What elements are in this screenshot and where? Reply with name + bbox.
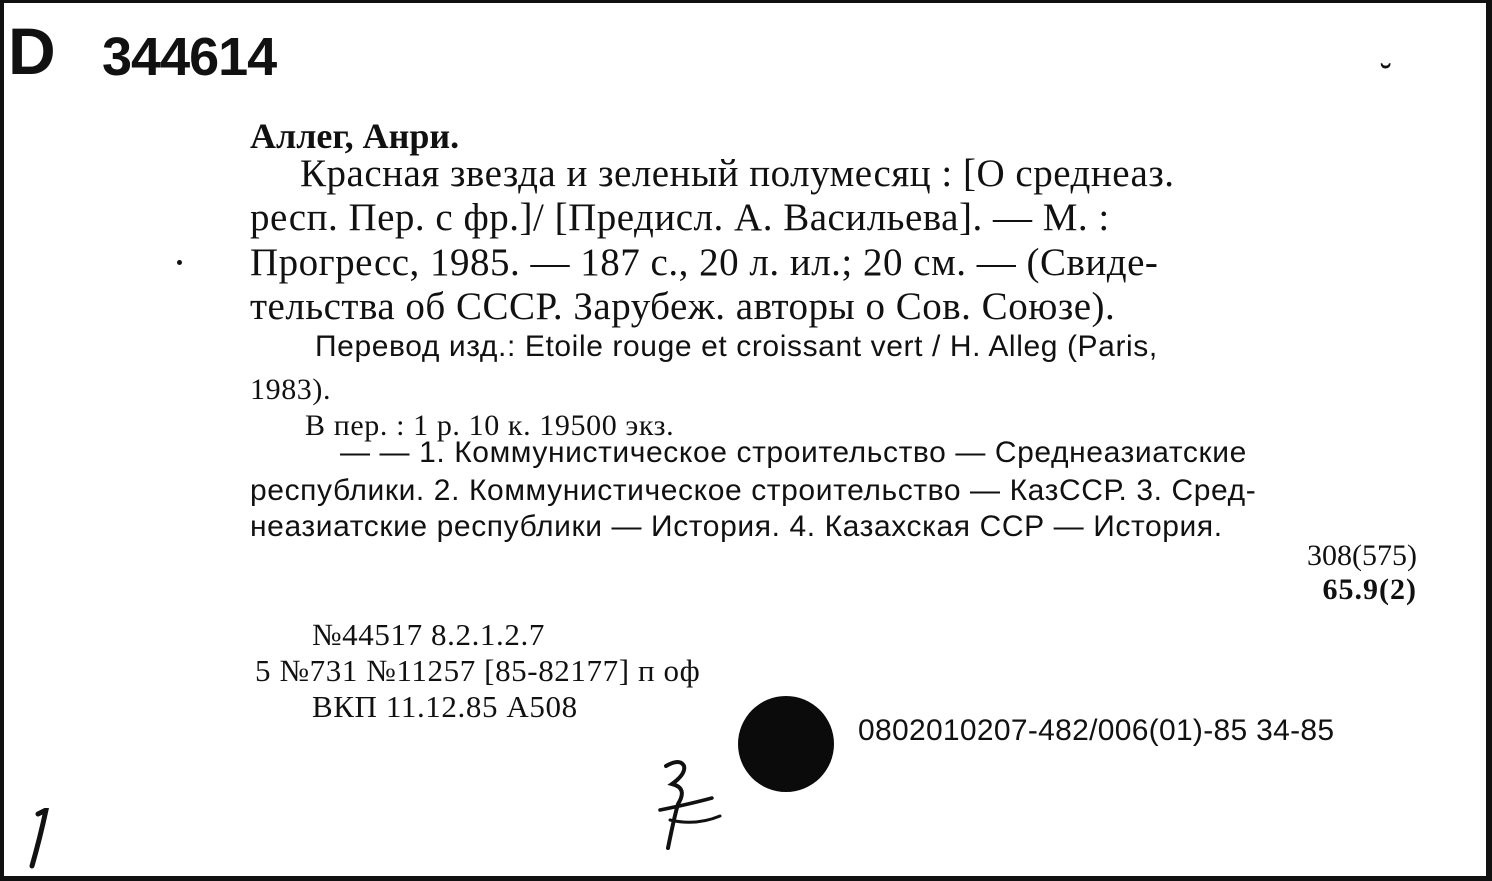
tech-line-1: №44517 8.2.1.2.7 — [312, 617, 545, 652]
card-border-bottom — [0, 876, 1492, 881]
call-letter: D — [8, 14, 57, 88]
price-and-run: В пер. : 1 р. 10 к. 19500 экз. — [305, 409, 675, 442]
udk-index: 308(575) — [1307, 539, 1417, 572]
title-line-3: Прогресс, 1985. — 187 с., 20 л. ил.; 20 см. — (Свиде- — [250, 241, 1159, 284]
author-heading: Аллег, Анри. — [250, 116, 460, 156]
call-number: 344614 — [102, 27, 277, 87]
title-line-2: респ. Пер. с фр.]/ [Предисл. А. Васильева]. — М. : — [250, 196, 1110, 239]
title-line-1: Красная звезда и зеленый полумесяц : [О среднеаз. — [300, 152, 1175, 195]
subject-line-2: республики. 2. Коммунистическое строительство — КазССР. 3. Сред- — [250, 474, 1257, 507]
card-border-top — [0, 0, 1492, 3]
card-border-right — [1486, 0, 1492, 881]
stray-dot — [177, 260, 182, 265]
tech-line-3: ВКП 11.12.85 А508 — [312, 689, 578, 724]
handwritten-mark-icon — [640, 748, 740, 858]
bbk-index: 65.9(2) — [1322, 573, 1417, 606]
subject-line-3: неазиатские республики — История. 4. Казахская ССР — История. — [250, 510, 1223, 543]
subject-line-1: — — 1. Коммунистическое строительство — Среднеазиатские — [340, 436, 1247, 469]
title-line-4: тельства об СССР. Зарубеж. авторы о Сов. Союзе). — [250, 285, 1116, 328]
tech-line-2: 5 №731 №11257 [85-82177] п оф — [255, 653, 701, 688]
original-title-note-cont: 1983). — [250, 373, 332, 406]
original-title-note: Перевод изд.: Etoile rouge et croissant vert / H. Alleg (Paris, — [315, 330, 1158, 363]
handwritten-one-icon — [20, 808, 60, 870]
black-dot-mark — [738, 696, 834, 792]
card-border-left — [0, 0, 4, 881]
isbn-code: 0802010207-482/006(01)-85 34-85 — [858, 714, 1335, 747]
corner-mark: ˘ — [1380, 58, 1392, 95]
